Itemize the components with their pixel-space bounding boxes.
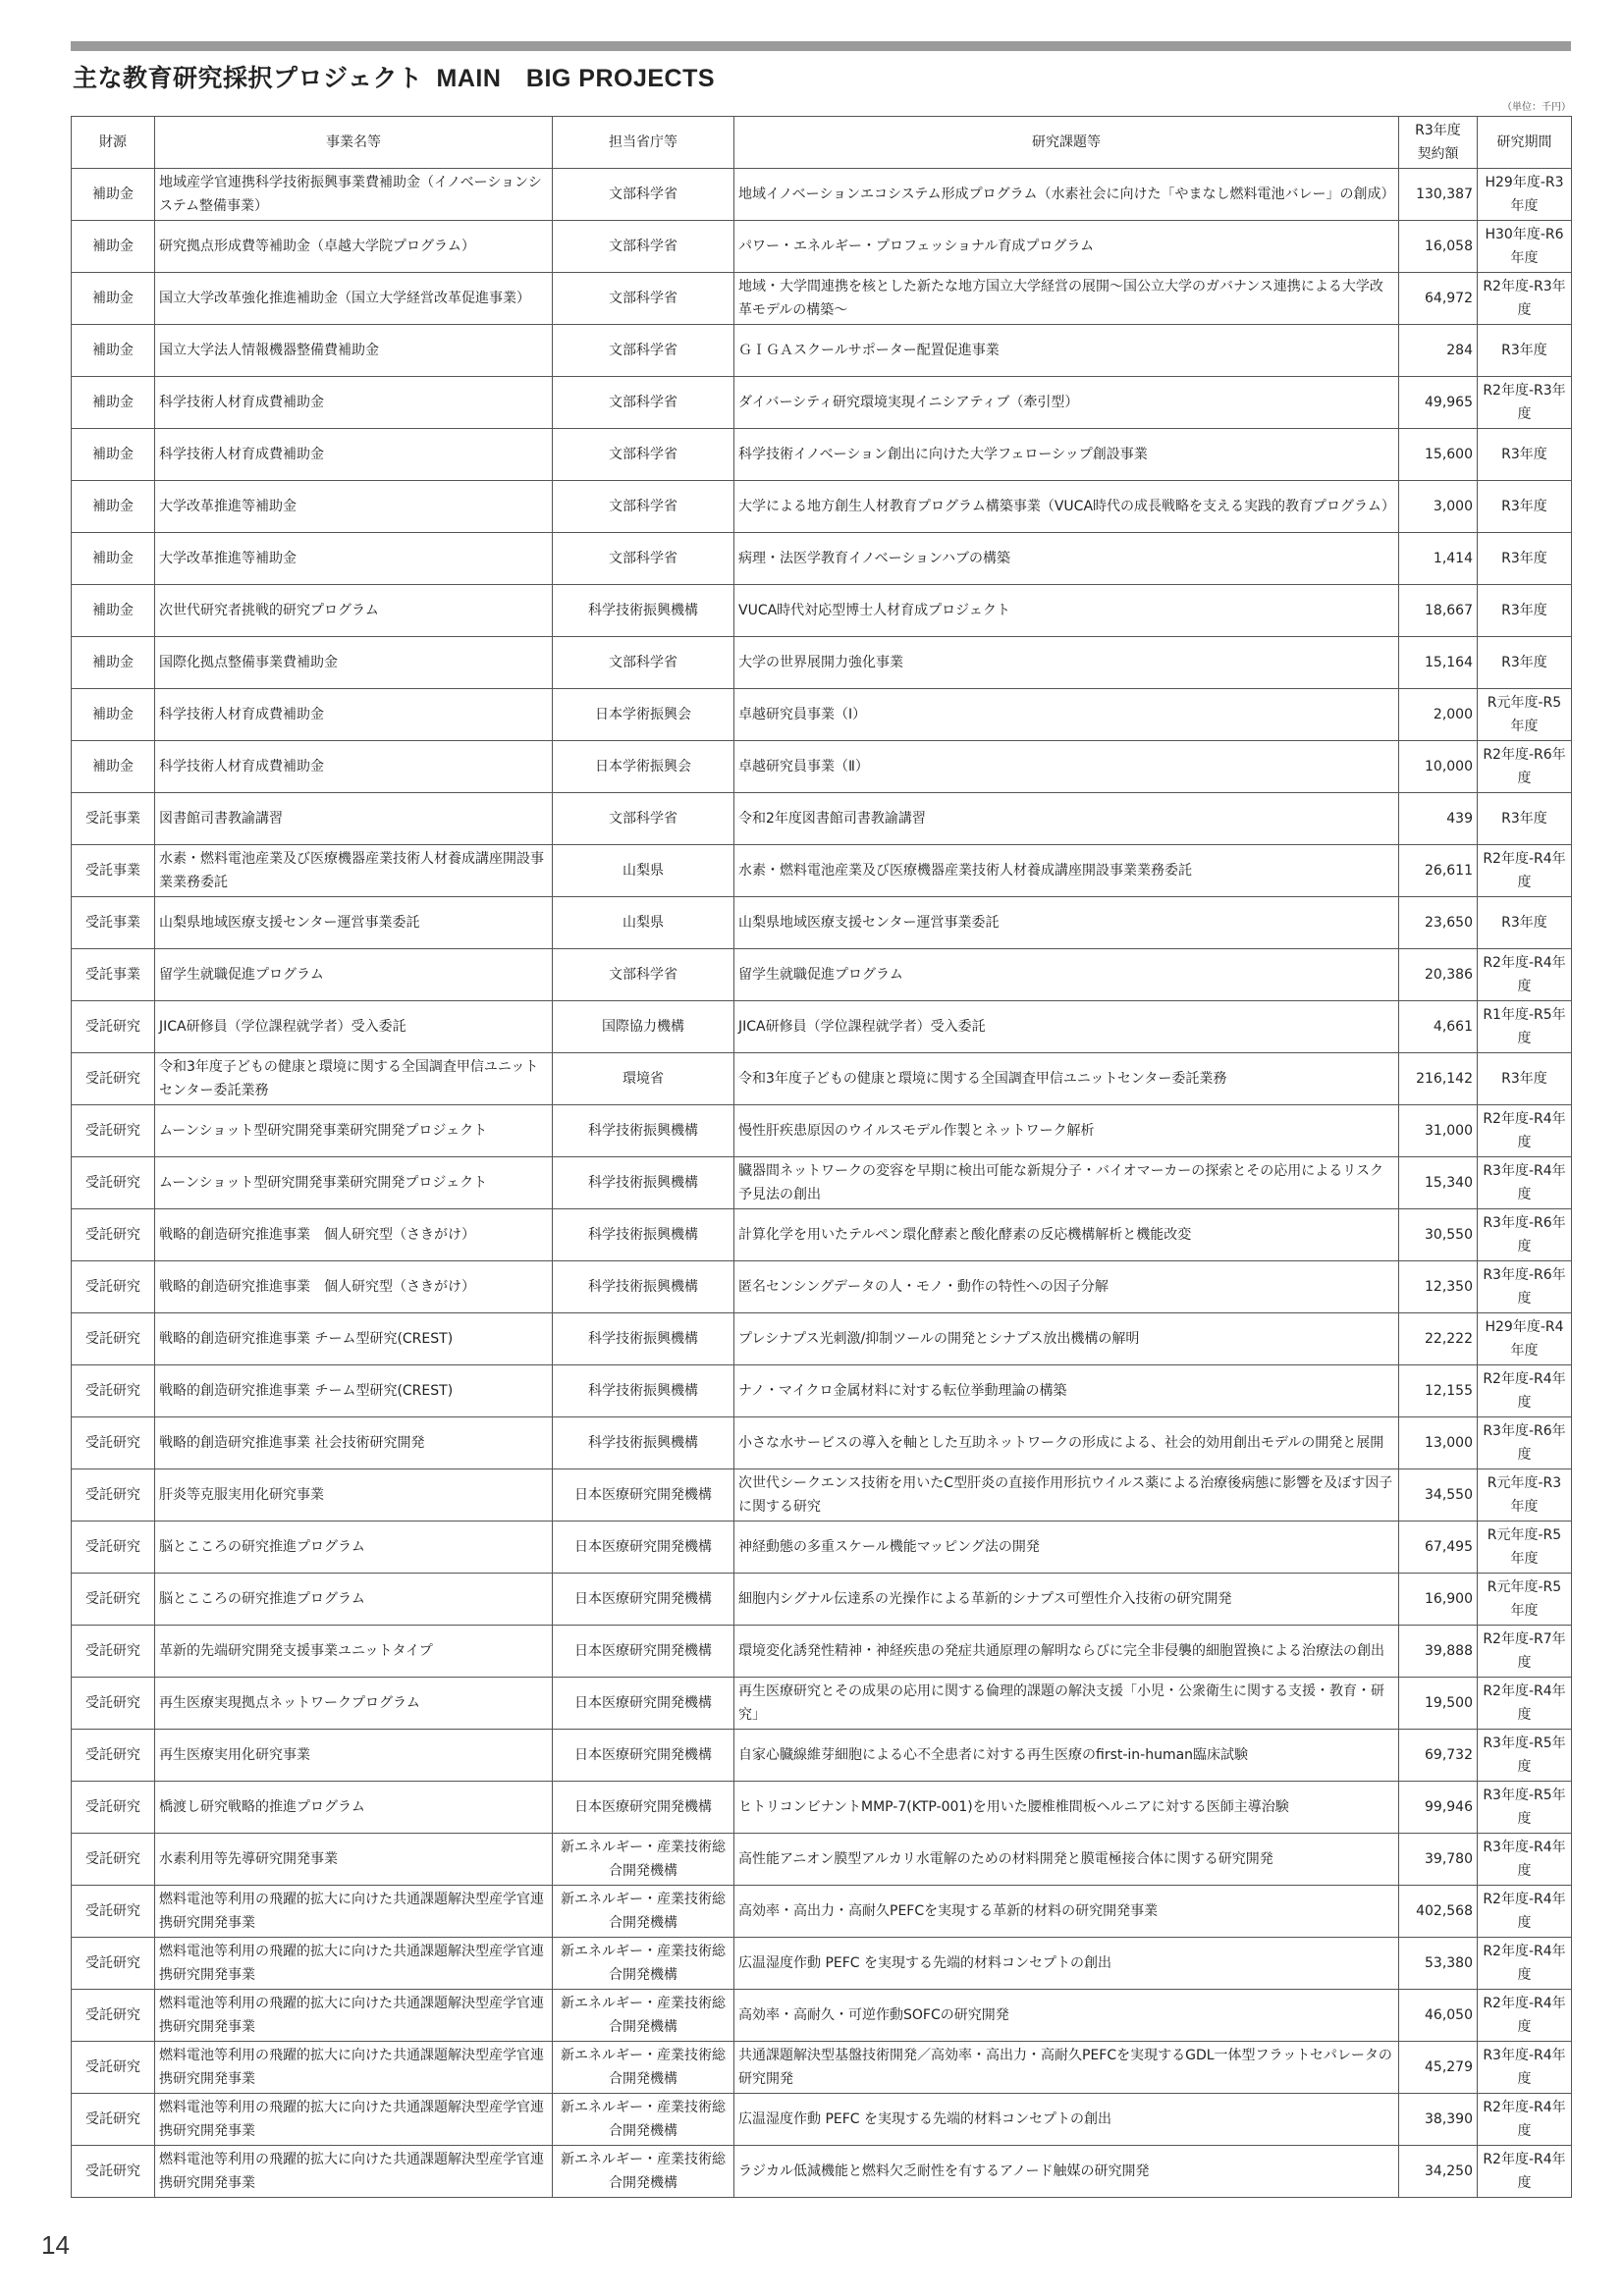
cell-amount: 10,000 [1399,741,1478,793]
cell-amount: 39,780 [1399,1834,1478,1886]
cell-source: 受託研究 [72,1574,155,1626]
cell-period: R3年度-R6年度 [1478,1417,1572,1469]
cell-project: 戦略的創造研究推進事業 チーム型研究(CREST) [155,1313,553,1365]
table-row [72,1730,1572,1782]
cell-source: 受託研究 [72,1626,155,1678]
cell-project: 脳とこころの研究推進プログラム [155,1574,553,1626]
title-en: MAIN BIG PROJECTS [436,65,716,92]
cell-amount: 67,495 [1399,1522,1478,1574]
cell-amount: 2,000 [1399,689,1478,741]
header-ministry: 担当省庁等 [553,117,734,169]
table-row [72,1313,1572,1365]
header-rule [71,41,1571,51]
cell-source: 受託研究 [72,1730,155,1782]
cell-project: 燃料電池等利用の飛躍的拡大に向けた共通課題解決型産学官連携研究開発事業 [155,2042,553,2094]
cell-amount: 31,000 [1399,1105,1478,1157]
table-row [72,1105,1572,1157]
cell-project: 研究拠点形成費等補助金（卓越大学院プログラム） [155,221,553,273]
cell-period: R元年度-R5年度 [1478,689,1572,741]
cell-project: 科学技術人材育成費補助金 [155,429,553,481]
cell-topic: 科学技術イノベーション創出に向けた大学フェローシップ創設事業 [734,429,1399,481]
cell-ministry: 文部科学省 [553,793,734,845]
table-row [72,325,1572,377]
table-row [72,221,1572,273]
cell-amount: 130,387 [1399,169,1478,221]
cell-topic: 神経動態の多重スケール機能マッピング法の開発 [734,1522,1399,1574]
cell-ministry: 文部科学省 [553,273,734,325]
cell-topic: 細胞内シグナル伝達系の光操作による革新的シナプス可塑性介入技術の研究開発 [734,1574,1399,1626]
cell-source: 補助金 [72,637,155,689]
cell-amount: 30,550 [1399,1209,1478,1261]
cell-project: 燃料電池等利用の飛躍的拡大に向けた共通課題解決型産学官連携研究開発事業 [155,1938,553,1990]
header-period: 研究期間 [1478,117,1572,169]
cell-ministry: 科学技術振興機構 [553,585,734,637]
cell-project: 留学生就職促進プログラム [155,949,553,1001]
cell-project: 次世代研究者挑戦的研究プログラム [155,585,553,637]
cell-period: R元年度-R5年度 [1478,1574,1572,1626]
cell-project: 国際化拠点整備事業費補助金 [155,637,553,689]
cell-project: 地域産学官連携科学技術振興事業費補助金（イノベーションシステム整備事業） [155,169,553,221]
cell-amount: 99,946 [1399,1782,1478,1834]
cell-project: 図書館司書教諭講習 [155,793,553,845]
header-topic: 研究課題等 [734,117,1399,169]
cell-ministry: 日本医療研究開発機構 [553,1730,734,1782]
cell-topic: 再生医療研究とその成果の応用に関する倫理的課題の解決支援「小児・公衆衛生に関する支援・教育・研究」 [734,1678,1399,1730]
cell-period: R2年度-R6年度 [1478,741,1572,793]
cell-project: 大学改革推進等補助金 [155,481,553,533]
cell-topic: 高効率・高出力・高耐久PEFCを実現する革新的材料の研究開発事業 [734,1886,1399,1938]
cell-source: 受託事業 [72,897,155,949]
cell-amount: 19,500 [1399,1678,1478,1730]
cell-source: 補助金 [72,221,155,273]
cell-project: 大学改革推進等補助金 [155,533,553,585]
table-row [72,1053,1572,1105]
cell-amount: 18,667 [1399,585,1478,637]
cell-project: 燃料電池等利用の飛躍的拡大に向けた共通課題解決型産学官連携研究開発事業 [155,1886,553,1938]
cell-source: 補助金 [72,741,155,793]
cell-topic: ダイバーシティ研究環境実現イニシアティブ（牽引型） [734,377,1399,429]
cell-project: 令和3年度子どもの健康と環境に関する全国調査甲信ユニットセンター委託業務 [155,1053,553,1105]
cell-amount: 15,340 [1399,1157,1478,1209]
page-number: 14 [41,2230,70,2260]
cell-topic: 自家心臓線維芽細胞による心不全患者に対する再生医療のfirst-in-human臨床試験 [734,1730,1399,1782]
table-row [72,741,1572,793]
cell-project: 戦略的創造研究推進事業 社会技術研究開発 [155,1417,553,1469]
cell-ministry: 日本学術振興会 [553,741,734,793]
cell-project: ムーンショット型研究開発事業研究開発プロジェクト [155,1157,553,1209]
cell-period: R2年度-R4年度 [1478,2094,1572,2146]
cell-ministry: 科学技術振興機構 [553,1105,734,1157]
table-row [72,429,1572,481]
cell-period: R2年度-R4年度 [1478,1678,1572,1730]
cell-amount: 64,972 [1399,273,1478,325]
cell-project: 革新的先端研究開発支援事業ユニットタイプ [155,1626,553,1678]
cell-source: 補助金 [72,689,155,741]
cell-ministry: 文部科学省 [553,377,734,429]
cell-topic: 広温湿度作動 PEFC を実現する先端的材料コンセプトの創出 [734,1938,1399,1990]
table-row [72,1834,1572,1886]
cell-period: R3年度 [1478,481,1572,533]
cell-amount: 3,000 [1399,481,1478,533]
cell-project: 燃料電池等利用の飛躍的拡大に向けた共通課題解決型産学官連携研究開発事業 [155,2094,553,2146]
cell-amount: 22,222 [1399,1313,1478,1365]
cell-period: R元年度-R5年度 [1478,1522,1572,1574]
table-row [72,845,1572,897]
cell-ministry: 新エネルギー・産業技術総合開発機構 [553,1834,734,1886]
cell-amount: 284 [1399,325,1478,377]
cell-period: R2年度-R3年度 [1478,377,1572,429]
cell-project: 水素・燃料電池産業及び医療機器産業技術人材養成講座開設事業業務委託 [155,845,553,897]
cell-source: 受託研究 [72,1678,155,1730]
cell-ministry: 文部科学省 [553,221,734,273]
cell-source: 受託研究 [72,2094,155,2146]
cell-source: 補助金 [72,429,155,481]
cell-amount: 1,414 [1399,533,1478,585]
cell-period: R2年度-R4年度 [1478,1365,1572,1417]
table-row [72,2094,1572,2146]
cell-amount: 4,661 [1399,1001,1478,1053]
table-row [72,1209,1572,1261]
unit-note: （単位：千円） [1502,102,1571,113]
header-source: 財源 [72,117,155,169]
cell-project: 科学技術人材育成費補助金 [155,741,553,793]
cell-project: 燃料電池等利用の飛躍的拡大に向けた共通課題解決型産学官連携研究開発事業 [155,2146,553,2198]
cell-topic: ナノ・マイクロ金属材料に対する転位挙動理論の構築 [734,1365,1399,1417]
table-row [72,1626,1572,1678]
cell-period: R3年度 [1478,533,1572,585]
cell-ministry: 科学技術振興機構 [553,1209,734,1261]
cell-topic: 大学の世界展開力強化事業 [734,637,1399,689]
table-body [72,169,1572,2198]
cell-amount: 216,142 [1399,1053,1478,1105]
table-row [72,1001,1572,1053]
table-row [72,1886,1572,1938]
cell-period: R3年度 [1478,793,1572,845]
cell-period: H29年度-R3年度 [1478,169,1572,221]
table-row [72,1157,1572,1209]
cell-source: 受託研究 [72,1938,155,1990]
cell-period: R3年度-R4年度 [1478,1157,1572,1209]
cell-source: 受託研究 [72,1209,155,1261]
cell-topic: 留学生就職促進プログラム [734,949,1399,1001]
cell-source: 補助金 [72,481,155,533]
cell-project: 水素利用等先導研究開発事業 [155,1834,553,1886]
cell-amount: 402,568 [1399,1886,1478,1938]
cell-ministry: 環境省 [553,1053,734,1105]
cell-source: 受託研究 [72,1313,155,1365]
table-row [72,1990,1572,2042]
cell-topic: プレシナプス光刺激/抑制ツールの開発とシナプス放出機構の解明 [734,1313,1399,1365]
cell-amount: 39,888 [1399,1626,1478,1678]
cell-period: R3年度-R5年度 [1478,1730,1572,1782]
cell-project: 戦略的創造研究推進事業 チーム型研究(CREST) [155,1365,553,1417]
cell-topic: 水素・燃料電池産業及び医療機器産業技術人材養成講座開設事業業務委託 [734,845,1399,897]
cell-period: R3年度-R5年度 [1478,1782,1572,1834]
cell-period: R2年度-R4年度 [1478,1886,1572,1938]
cell-amount: 20,386 [1399,949,1478,1001]
cell-project: 山梨県地域医療支援センター運営事業委託 [155,897,553,949]
cell-source: 補助金 [72,169,155,221]
cell-topic: 高性能アニオン膜型アルカリ水電解のための材料開発と膜電極接合体に関する研究開発 [734,1834,1399,1886]
cell-ministry: 新エネルギー・産業技術総合開発機構 [553,1938,734,1990]
cell-topic: パワー・エネルギー・プロフェッショナル育成プログラム [734,221,1399,273]
cell-source: 受託研究 [72,2042,155,2094]
cell-project: 再生医療実現拠点ネットワークプログラム [155,1678,553,1730]
cell-ministry: 文部科学省 [553,533,734,585]
cell-ministry: 文部科学省 [553,481,734,533]
cell-project: 科学技術人材育成費補助金 [155,689,553,741]
cell-period: R2年度-R4年度 [1478,2146,1572,2198]
cell-ministry: 文部科学省 [553,949,734,1001]
table-row [72,273,1572,325]
cell-amount: 45,279 [1399,2042,1478,2094]
cell-project: ムーンショット型研究開発事業研究開発プロジェクト [155,1105,553,1157]
cell-ministry: 文部科学省 [553,429,734,481]
cell-ministry: 新エネルギー・産業技術総合開発機構 [553,2042,734,2094]
cell-amount: 38,390 [1399,2094,1478,2146]
cell-topic: ＧＩＧＡスクールサポーター配置促進事業 [734,325,1399,377]
table-row [72,793,1572,845]
cell-source: 受託研究 [72,1886,155,1938]
cell-ministry: 科学技術振興機構 [553,1261,734,1313]
cell-period: R2年度-R3年度 [1478,273,1572,325]
header-amount-line1: R3年度 [1415,123,1461,138]
cell-ministry: 日本学術振興会 [553,689,734,741]
cell-topic: 高効率・高耐久・可逆作動SOFCの研究開発 [734,1990,1399,2042]
cell-period: R3年度 [1478,585,1572,637]
cell-source: 受託研究 [72,1417,155,1469]
cell-project: 燃料電池等利用の飛躍的拡大に向けた共通課題解決型産学官連携研究開発事業 [155,1990,553,2042]
cell-period: H29年度-R4年度 [1478,1313,1572,1365]
table-row [72,2042,1572,2094]
cell-period: R3年度 [1478,637,1572,689]
cell-project: 肝炎等克服実用化研究事業 [155,1469,553,1522]
cell-period: R2年度-R4年度 [1478,1938,1572,1990]
cell-topic: 病理・法医学教育イノベーションハブの構築 [734,533,1399,585]
cell-topic: 大学による地方創生人材教育プログラム構築事業（VUCA時代の成長戦略を支える実践的教育プログラム） [734,481,1399,533]
cell-source: 受託研究 [72,1261,155,1313]
cell-topic: 臓器間ネットワークの変容を早期に検出可能な新規分子・バイオマーカーの探索とその応用によるリスク予見法の創出 [734,1157,1399,1209]
cell-period: R2年度-R7年度 [1478,1626,1572,1678]
cell-topic: JICA研修員（学位課程就学者）受入委託 [734,1001,1399,1053]
cell-ministry: 科学技術振興機構 [553,1365,734,1417]
cell-amount: 46,050 [1399,1990,1478,2042]
table-row [72,1574,1572,1626]
cell-amount: 49,965 [1399,377,1478,429]
cell-ministry: 文部科学省 [553,325,734,377]
cell-amount: 15,164 [1399,637,1478,689]
cell-topic: 卓越研究員事業（Ⅱ） [734,741,1399,793]
table-row [72,1782,1572,1834]
cell-period: H30年度-R6年度 [1478,221,1572,273]
cell-source: 受託事業 [72,793,155,845]
cell-amount: 13,000 [1399,1417,1478,1469]
cell-topic: 令和2年度図書館司書教諭講習 [734,793,1399,845]
cell-source: 受託研究 [72,1157,155,1209]
cell-period: R3年度-R6年度 [1478,1209,1572,1261]
cell-period: R3年度 [1478,429,1572,481]
cell-source: 補助金 [72,273,155,325]
header-project: 事業名等 [155,117,553,169]
cell-amount: 15,600 [1399,429,1478,481]
cell-amount: 12,155 [1399,1365,1478,1417]
cell-topic: 計算化学を用いたテルペン環化酵素と酸化酵素の反応機構解析と機能改変 [734,1209,1399,1261]
cell-amount: 34,250 [1399,2146,1478,2198]
cell-ministry: 日本医療研究開発機構 [553,1678,734,1730]
cell-period: R3年度 [1478,897,1572,949]
cell-topic: 小さな水サービスの導入を軸とした互助ネットワークの形成による、社会的効用創出モデルの開発と展開 [734,1417,1399,1469]
cell-source: 受託研究 [72,1990,155,2042]
cell-project: 再生医療実用化研究事業 [155,1730,553,1782]
cell-ministry: 新エネルギー・産業技術総合開発機構 [553,2146,734,2198]
cell-ministry: 日本医療研究開発機構 [553,1469,734,1522]
cell-period: R1年度-R5年度 [1478,1001,1572,1053]
cell-topic: 山梨県地域医療支援センター運営事業委託 [734,897,1399,949]
table-header-row [72,117,1572,169]
cell-project: 戦略的創造研究推進事業 個人研究型（さきがけ） [155,1261,553,1313]
cell-topic: 地域イノベーションエコシステム形成プログラム（水素社会に向けた「やまなし燃料電池バレー」の創成） [734,169,1399,221]
cell-amount: 53,380 [1399,1938,1478,1990]
cell-amount: 69,732 [1399,1730,1478,1782]
cell-topic: ヒトリコンビナントMMP-7(KTP-001)を用いた腰椎椎間板ヘルニアに対する医師主導治験 [734,1782,1399,1834]
cell-topic: 環境変化誘発性精神・神経疾患の発症共通原理の解明ならびに完全非侵襲的細胞置換による治療法の創出 [734,1626,1399,1678]
cell-amount: 16,058 [1399,221,1478,273]
cell-ministry: 山梨県 [553,897,734,949]
cell-project: 戦略的創造研究推進事業 個人研究型（さきがけ） [155,1209,553,1261]
cell-source: 受託研究 [72,1365,155,1417]
cell-amount: 23,650 [1399,897,1478,949]
cell-ministry: 日本医療研究開発機構 [553,1574,734,1626]
table-row [72,1938,1572,1990]
cell-period: R3年度-R6年度 [1478,1261,1572,1313]
cell-amount: 12,350 [1399,1261,1478,1313]
cell-ministry: 科学技術振興機構 [553,1157,734,1209]
cell-ministry: 日本医療研究開発機構 [553,1522,734,1574]
table-row [72,637,1572,689]
header-amount-line2: 契約額 [1417,146,1459,162]
cell-topic: 匿名センシングデータの人・モノ・動作の特性への因子分解 [734,1261,1399,1313]
cell-source: 補助金 [72,325,155,377]
table-row [72,1365,1572,1417]
cell-project: 科学技術人材育成費補助金 [155,377,553,429]
table-row [72,1678,1572,1730]
header-amount [1399,117,1478,169]
cell-source: 受託研究 [72,1001,155,1053]
cell-source: 受託研究 [72,2146,155,2198]
cell-source: 補助金 [72,585,155,637]
cell-source: 受託事業 [72,845,155,897]
cell-ministry: 山梨県 [553,845,734,897]
cell-topic: ラジカル低減機能と燃料欠乏耐性を有するアノード触媒の研究開発 [734,2146,1399,2198]
cell-ministry: 文部科学省 [553,169,734,221]
cell-topic: VUCA時代対応型博士人材育成プロジェクト [734,585,1399,637]
cell-ministry: 新エネルギー・産業技術総合開発機構 [553,1886,734,1938]
title-ja: 主な教育研究採択プロジェクト [73,64,423,92]
page-title [73,59,715,94]
cell-ministry: 日本医療研究開発機構 [553,1626,734,1678]
cell-ministry: 新エネルギー・産業技術総合開発機構 [553,2094,734,2146]
cell-period: R元年度-R3年度 [1478,1469,1572,1522]
cell-period: R3年度 [1478,1053,1572,1105]
cell-ministry: 科学技術振興機構 [553,1313,734,1365]
cell-amount: 16,900 [1399,1574,1478,1626]
cell-topic: 令和3年度子どもの健康と環境に関する全国調査甲信ユニットセンター委託業務 [734,1053,1399,1105]
cell-ministry: 国際協力機構 [553,1001,734,1053]
cell-source: 受託研究 [72,1469,155,1522]
table-row [72,533,1572,585]
cell-topic: 慢性肝疾患原因のウイルスモデル作製とネットワーク解析 [734,1105,1399,1157]
cell-source: 受託事業 [72,949,155,1001]
table-row [72,1522,1572,1574]
table-row [72,1469,1572,1522]
cell-source: 補助金 [72,533,155,585]
cell-topic: 地域・大学間連携を核とした新たな地方国立大学経営の展開～国公立大学のガバナンス連携による大学改革モデルの構築～ [734,273,1399,325]
table-row [72,1417,1572,1469]
table-row [72,1261,1572,1313]
cell-period: R3年度-R4年度 [1478,1834,1572,1886]
cell-project: 国立大学法人情報機器整備費補助金 [155,325,553,377]
cell-period: R3年度 [1478,325,1572,377]
cell-amount: 26,611 [1399,845,1478,897]
cell-source: 受託研究 [72,1834,155,1886]
table-row [72,585,1572,637]
table-row [72,377,1572,429]
table-row [72,169,1572,221]
cell-ministry: 新エネルギー・産業技術総合開発機構 [553,1990,734,2042]
cell-source: 受託研究 [72,1782,155,1834]
cell-topic: 次世代シークエンス技術を用いたC型肝炎の直接作用形抗ウイルス薬による治療後病態に影響を及ぼす因子に関する研究 [734,1469,1399,1522]
cell-period: R2年度-R4年度 [1478,1105,1572,1157]
table-row [72,949,1572,1001]
cell-period: R2年度-R4年度 [1478,845,1572,897]
cell-topic: 卓越研究員事業（Ⅰ） [734,689,1399,741]
cell-source: 受託研究 [72,1053,155,1105]
table-row [72,689,1572,741]
table-row [72,2146,1572,2198]
table-row [72,481,1572,533]
cell-project: 脳とこころの研究推進プログラム [155,1522,553,1574]
cell-period: R3年度-R4年度 [1478,2042,1572,2094]
cell-source: 補助金 [72,377,155,429]
cell-period: R2年度-R4年度 [1478,949,1572,1001]
projects-table [71,116,1572,2198]
cell-project: JICA研修員（学位課程就学者）受入委託 [155,1001,553,1053]
table-row [72,897,1572,949]
cell-project: 橋渡し研究戦略的推進プログラム [155,1782,553,1834]
cell-period: R2年度-R4年度 [1478,1990,1572,2042]
cell-amount: 439 [1399,793,1478,845]
cell-source: 受託研究 [72,1522,155,1574]
cell-ministry: 日本医療研究開発機構 [553,1782,734,1834]
cell-ministry: 科学技術振興機構 [553,1417,734,1469]
cell-amount: 34,550 [1399,1469,1478,1522]
cell-ministry: 文部科学省 [553,637,734,689]
cell-source: 受託研究 [72,1105,155,1157]
cell-topic: 共通課題解決型基盤技術開発／高効率・高出力・高耐久PEFCを実現するGDL一体型フラットセパレータの研究開発 [734,2042,1399,2094]
cell-topic: 広温湿度作動 PEFC を実現する先端的材料コンセプトの創出 [734,2094,1399,2146]
cell-project: 国立大学改革強化推進補助金（国立大学経営改革促進事業） [155,273,553,325]
